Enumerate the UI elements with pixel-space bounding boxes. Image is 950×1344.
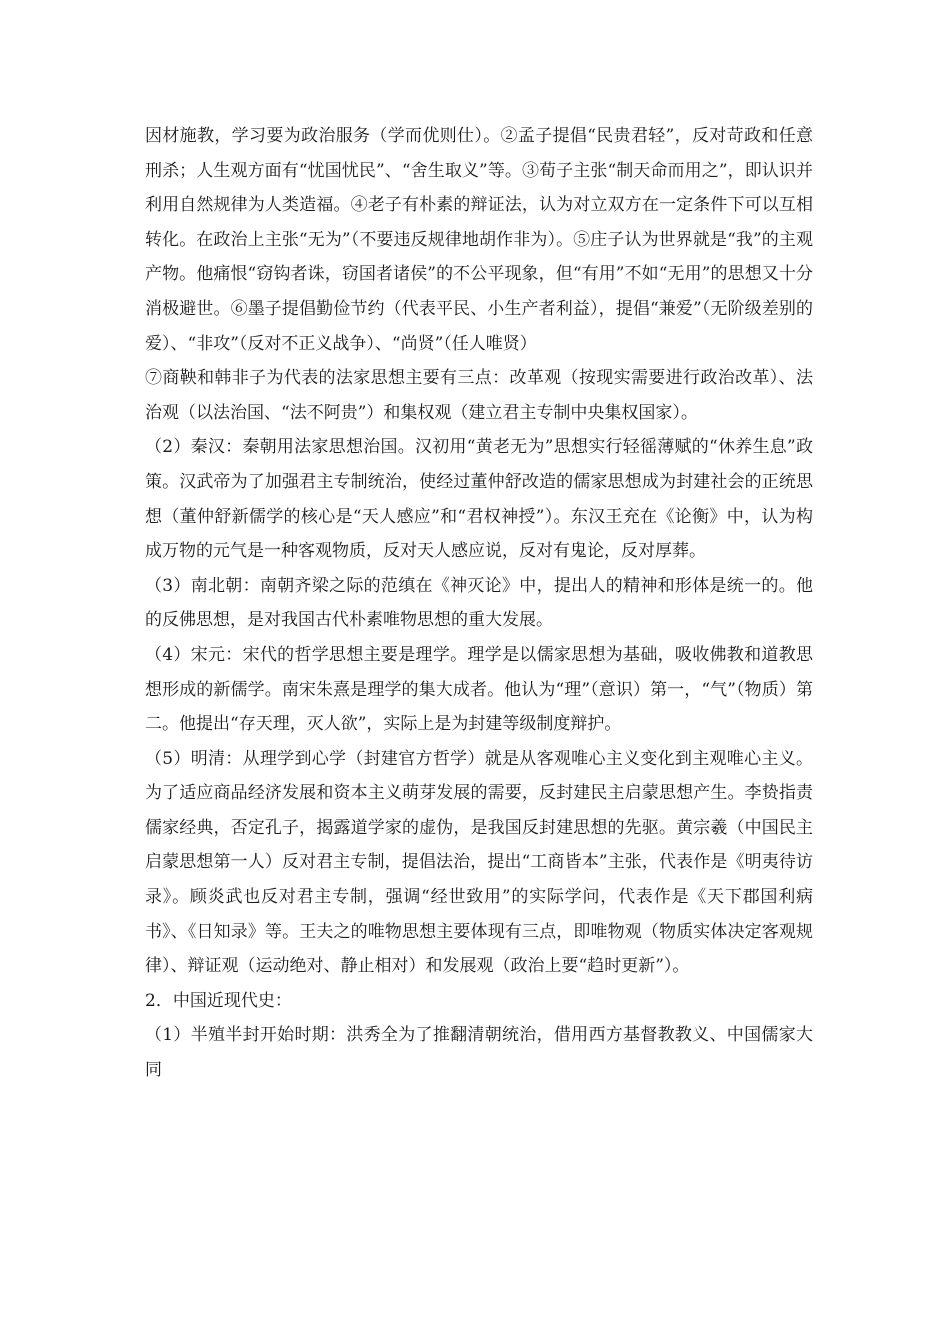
- paragraph-ming-qing: （5）明清：从理学到心学（封建官方哲学）就是从客观唯心主义变化到主观唯心主义。为了适应商品经济发展和资本主义萌芽发展的需要，反封建民主启蒙思想产生。李贽指责儒家经典，否定孔子，揭露道学家的虚伪，是我国反封建思想的先驱。黄宗羲（中国民主启蒙思想第一人）反对君主专制，提倡法治，提出“工商皆本”主张，代表作是《明夷待访录》。顾炎武也反对君主专制，强调“经世致用”的实际学问，代表作是《天下郡国利病书》、《日知录》等。王夫之的唯物思想主要体现有三点，即唯物观（物质实体决定客观规律）、辩证观（运动绝对、静止相对）和发展观（政治上要“趋时更新”）。: [145, 748, 813, 977]
- document-body: [145, 119, 813, 1088]
- paragraph-qin-han: （2）秦汉：秦朝用法家思想治国。汉初用“黄老无为”思想实行轻徭薄赋的“休养生息”政策。汉武帝为了加强君主专制统治，使经过董仲舒改造的儒家思想成为封建社会的正统思想（董仲舒新儒学的核心是“天人感应”和“君权神授”）。东汉王充在《论衡》中，认为构成万物的元气是一种客观物质，反对天人感应说，反对有鬼论，反对厚葬。: [145, 437, 813, 562]
- paragraph-semi-colonial-period: （1）半殖半封开始时期：洪秀全为了推翻清朝统治，借用西方基督教教义、中国儒家大同: [145, 1025, 813, 1081]
- paragraph-southern-northern-dynasties: （3）南北朝：南朝齐梁之际的范缜在《神灭论》中，提出人的精神和形体是统一的。他的反佛思想，是对我国古代朴素唯物思想的重大发展。: [145, 575, 813, 631]
- paragraph-song-yuan: （4）宋元：宋代的哲学思想主要是理学。理学是以儒家思想为基础，吸收佛教和道教思想形成的新儒学。南宋朱熹是理学的集大成者。他认为“理”（意识）第一，“气”（物质）第二。他提出“存天理，灭人欲”，实际上是为封建等级制度辩护。: [145, 644, 813, 735]
- paragraph-confucian-schools: 因材施教，学习要为政治服务（学而优则仕）。②孟子提倡“民贵君轻”，反对苛政和任意刑杀；人生观方面有“忧国忧民”、“舍生取义”等。③荀子主张“制天命而用之”，即认识并利用自然规律为人类造福。④老子有朴素的辩证法，认为对立双方在一定条件下可以互相转化。在政治上主张“无为”（不要违反规律地胡作非为）。⑤庄子认为世界就是“我”的主观产物。他痛恨“窃钩者诛，窃国者诸侯”的不公平现象，但“有用”不如“无用”的思想又十分消极避世。⑥墨子提倡勤俭节约（代表平民、小生产者利益），提倡“兼爱”（无阶级差别的爱）、“非攻”（反对不正义战争）、“尚贤”（任人唯贤）: [145, 126, 813, 354]
- paragraph-legalism: ⑦商鞅和韩非子为代表的法家思想主要有三点：改革观（按现实需要进行政治改革）、法治观（以法治国、“法不阿贵”）和集权观（建立君主专制中央集权国家）。: [145, 368, 813, 423]
- section-heading-modern-history: 2．中国近现代史：: [145, 990, 292, 1011]
